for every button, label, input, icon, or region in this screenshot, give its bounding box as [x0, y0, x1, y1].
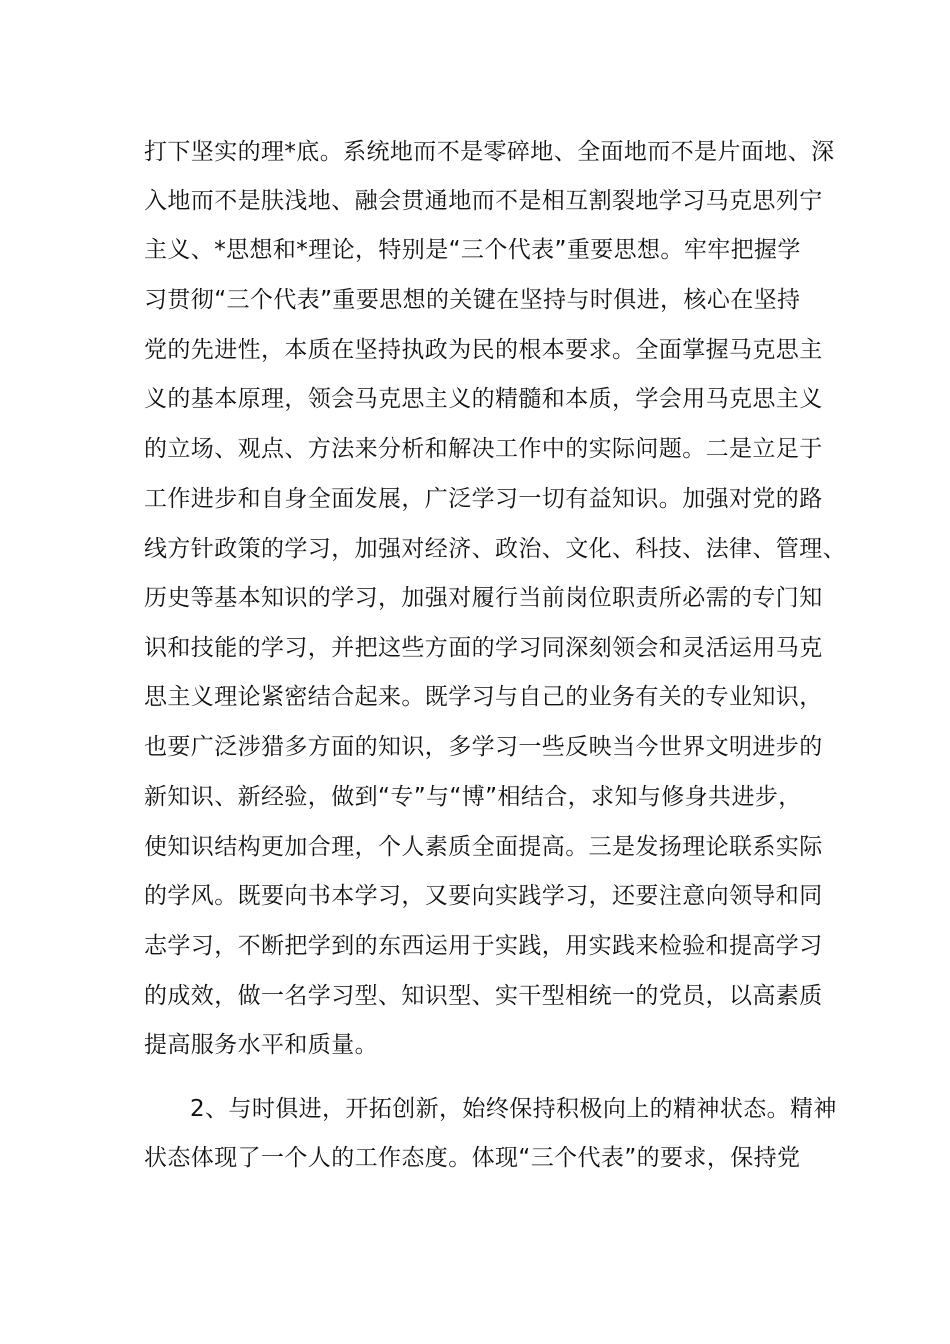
- text-line: 义的基本原理，领会马克思主义的精髓和本质，学会用马克思主义: [144, 386, 823, 412]
- text-line: 也要广泛涉猎多方面的知识，多学习一些反映当今世界文明进步的: [144, 734, 823, 760]
- text-line: 思主义理论紧密结合起来。既学习与自己的业务有关的专业知识，: [144, 684, 823, 710]
- text-line: 党的先进性，本质在坚持执政为民的根本要求。全面掌握马克思主: [144, 337, 823, 363]
- text-line: 志学习，不断把学到的东西运用于实践，用实践来检验和提高学习: [144, 933, 823, 959]
- text-line: 的立场、观点、方法来分析和解决工作中的实际问题。二是立足于: [144, 436, 823, 462]
- text-line: 识和技能的学习，并把这些方面的学习同深刻领会和灵活运用马克: [144, 635, 823, 661]
- text-line: 习贯彻“三个代表”重要思想的关键在坚持与时俱进，核心在坚持: [144, 287, 801, 313]
- text-line: 打下坚实的理*底。系统地而不是零碎地、全面地而不是片面地、深: [144, 139, 835, 165]
- text-line: 状态体现了一个人的工作态度。体现“三个代表”的要求，保持党: [144, 1145, 801, 1171]
- text-line: 提高服务水平和质量。: [144, 1032, 378, 1058]
- text-line: 使知识结构更加合理，个人素质全面提高。三是发扬理论联系实际: [144, 834, 823, 860]
- text-line: 入地而不是肤浅地、融会贯通地而不是相互割裂地学习马克思列宁: [144, 188, 823, 214]
- text-line: 工作进步和自身全面发展，广泛学习一切有益知识。加强对党的路: [144, 486, 823, 512]
- paragraph-first-line: 2、与时俱进，开拓创新，始终保持积极向上的精神状态。精神: [190, 1096, 837, 1122]
- text-line: 新知识、新经验，做到“专”与“博”相结合，求知与修身共进步，: [144, 784, 802, 810]
- text-line: 的学风。既要向书本学习，又要向实践学习，还要注意向领导和同: [144, 883, 823, 909]
- text-line: 主义、*思想和*理论，特别是“三个代表”重要思想。牢牢把握学: [144, 237, 801, 263]
- text-line: 的成效，做一名学习型、知识型、实干型相统一的党员，以高素质: [144, 983, 823, 1009]
- text-line: 线方针政策的学习，加强对经济、政治、文化、科技、法律、管理、: [144, 536, 846, 562]
- text-line: 历史等基本知识的学习，加强对履行当前岗位职责所必需的专门知: [144, 585, 823, 611]
